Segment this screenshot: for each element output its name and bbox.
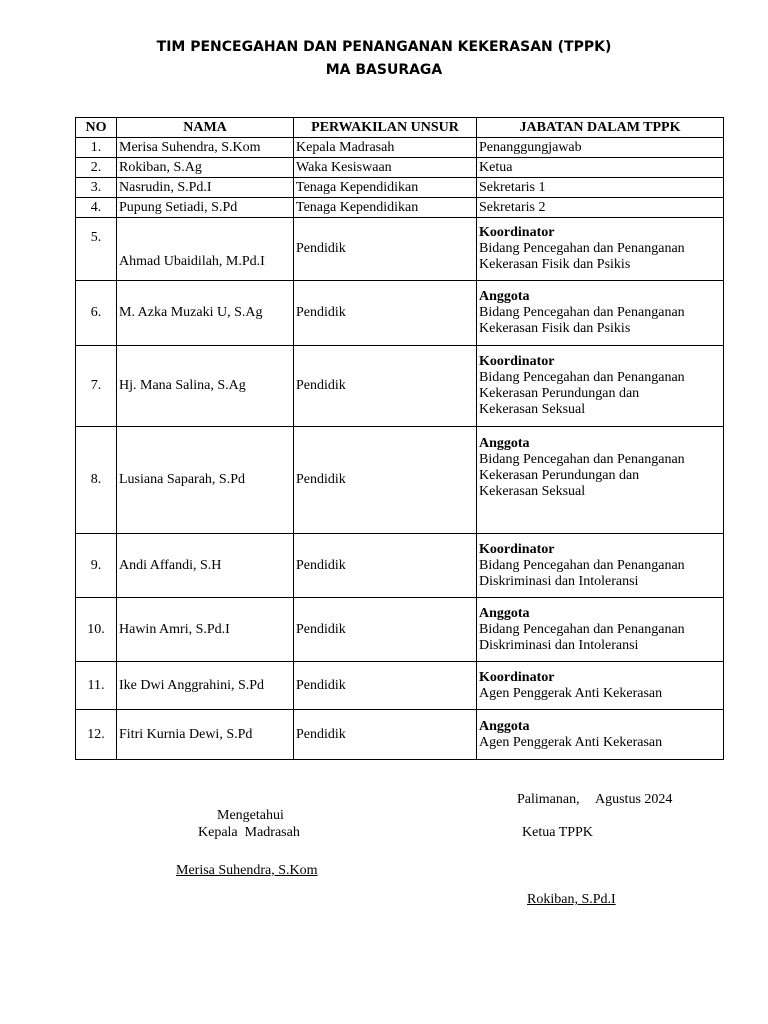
row-nama: Fitri Kurnia Dewi, S.Pd — [117, 710, 294, 760]
table-row — [76, 281, 724, 346]
jabatan-bidang-line: Kekerasan Fisik dan Psikis — [479, 257, 631, 272]
row-nama: Rokiban, S.Ag — [117, 158, 294, 178]
jabatan-bidang-line: Bidang Pencegahan dan Penanganan — [479, 557, 685, 573]
row-jabatan: Sekretaris 1 — [477, 178, 724, 198]
table-row — [76, 218, 724, 281]
row-jabatan — [477, 710, 724, 760]
row-jabatan — [477, 598, 724, 662]
row-nama: Nasrudin, S.Pd.I — [117, 178, 294, 198]
jabatan-bidang-line: Bidang Pencegahan dan Penanganan — [479, 621, 685, 637]
jabatan-role: Anggota — [479, 718, 530, 734]
row-nama: M. Azka Muzaki U, S.Ag — [117, 281, 294, 346]
row-nama: Andi Affandi, S.H — [117, 534, 294, 598]
signature-left-title: Kepala Madrasah — [198, 825, 300, 840]
row-nama: Pupung Setiadi, S.Pd — [117, 198, 294, 218]
row-unsur: Pendidik — [294, 281, 477, 346]
table-row — [76, 158, 724, 178]
row-jabatan: Penanggungjawab — [477, 138, 724, 158]
row-nama: Ike Dwi Anggrahini, S.Pd — [117, 662, 294, 710]
table-header-row — [76, 118, 724, 138]
jabatan-bidang-line: Bidang Pencegahan dan Penanganan — [479, 305, 685, 320]
header-no: NO — [76, 118, 117, 138]
jabatan-role: Koordinator — [479, 354, 555, 369]
jabatan-bidang-line: Kekerasan Perundungan dan — [479, 386, 640, 401]
jabatan-bidang-line: Diskriminasi dan Intoleransi — [479, 637, 639, 653]
table-row — [76, 662, 724, 710]
jabatan-bidang-line: Kekerasan Fisik dan Psikis — [479, 321, 631, 336]
table-row — [76, 178, 724, 198]
signature-left-name: Merisa Suhendra, S.Kom — [176, 863, 318, 878]
row-unsur: Pendidik — [294, 710, 477, 760]
row-no: 5. — [76, 218, 117, 281]
header-nama: NAMA — [117, 118, 294, 138]
table-row — [76, 138, 724, 158]
row-unsur: Kepala Madrasah — [294, 138, 477, 158]
jabatan-bidang-line: Kekerasan Perundungan dan — [479, 468, 640, 483]
row-no: 4. — [76, 198, 117, 218]
jabatan-bidang-line: Kekerasan Seksual — [479, 484, 586, 499]
jabatan-role: Koordinator — [479, 541, 555, 557]
row-nama: Hj. Mana Salina, S.Ag — [117, 346, 294, 427]
row-no: 8. — [76, 427, 117, 534]
row-no: 12. — [76, 710, 117, 760]
tppk-members-table — [75, 117, 724, 760]
jabatan-bidang-line: Agen Penggerak Anti Kekerasan — [479, 734, 663, 750]
jabatan-role: Anggota — [479, 605, 530, 621]
row-unsur: Waka Kesiswaan — [294, 158, 477, 178]
jabatan-role: Koordinator — [479, 669, 555, 685]
table-row — [76, 427, 724, 534]
row-unsur: Tenaga Kependidikan — [294, 198, 477, 218]
row-no: 10. — [76, 598, 117, 662]
jabatan-bidang-line: Bidang Pencegahan dan Penanganan — [479, 241, 685, 256]
table-row — [76, 598, 724, 662]
row-unsur: Pendidik — [294, 346, 477, 427]
row-jabatan — [477, 534, 724, 598]
row-nama: Merisa Suhendra, S.Kom — [117, 138, 294, 158]
row-nama: Hawin Amri, S.Pd.I — [117, 598, 294, 662]
row-jabatan: Ketua — [477, 158, 724, 178]
jabatan-role: Anggota — [479, 436, 530, 451]
row-no: 6. — [76, 281, 117, 346]
jabatan-bidang-line: Kekerasan Seksual — [479, 402, 586, 417]
jabatan-role: Koordinator — [479, 225, 555, 240]
row-unsur: Pendidik — [294, 662, 477, 710]
row-unsur: Pendidik — [294, 427, 477, 534]
signature-right-name: Rokiban, S.Pd.I — [527, 892, 616, 907]
table-row — [76, 198, 724, 218]
row-jabatan — [477, 346, 724, 427]
row-jabatan — [477, 662, 724, 710]
jabatan-bidang-line: Diskriminasi dan Intoleransi — [479, 573, 639, 589]
row-jabatan — [477, 281, 724, 346]
signature-place: Palimanan, — [517, 792, 580, 807]
row-no: 2. — [76, 158, 117, 178]
header-jabatan: JABATAN DALAM TPPK — [477, 118, 724, 138]
row-unsur: Pendidik — [294, 534, 477, 598]
document-title: TIM PENCEGAHAN DAN PENANGANAN KEKERASAN (TPPK) — [156, 39, 612, 55]
row-unsur: Pendidik — [294, 218, 477, 281]
signature-date: Agustus 2024 — [595, 792, 673, 807]
jabatan-bidang-line: Bidang Pencegahan dan Penanganan — [479, 452, 685, 467]
row-jabatan — [477, 218, 724, 281]
row-no: 11. — [76, 662, 117, 710]
jabatan-bidang-line: Agen Penggerak Anti Kekerasan — [479, 685, 663, 701]
row-jabatan — [477, 427, 724, 534]
row-no: 1. — [76, 138, 117, 158]
jabatan-role: Anggota — [479, 289, 530, 304]
row-unsur: Pendidik — [294, 598, 477, 662]
row-nama: Lusiana Saparah, S.Pd — [117, 427, 294, 534]
table-row — [76, 346, 724, 427]
table-row — [76, 710, 724, 760]
row-nama: Ahmad Ubaidilah, M.Pd.I — [117, 218, 294, 281]
row-no: 9. — [76, 534, 117, 598]
row-no: 7. — [76, 346, 117, 427]
table-row — [76, 534, 724, 598]
row-no: 3. — [76, 178, 117, 198]
signature-right-title: Ketua TPPK — [522, 825, 593, 840]
row-jabatan: Sekretaris 2 — [477, 198, 724, 218]
header-unsur: PERWAKILAN UNSUR — [294, 118, 477, 138]
document-subtitle: MA BASURAGA — [325, 62, 443, 78]
jabatan-bidang-line: Bidang Pencegahan dan Penanganan — [479, 370, 685, 385]
row-unsur: Tenaga Kependidikan — [294, 178, 477, 198]
signature-left-caption: Mengetahui — [217, 808, 284, 823]
